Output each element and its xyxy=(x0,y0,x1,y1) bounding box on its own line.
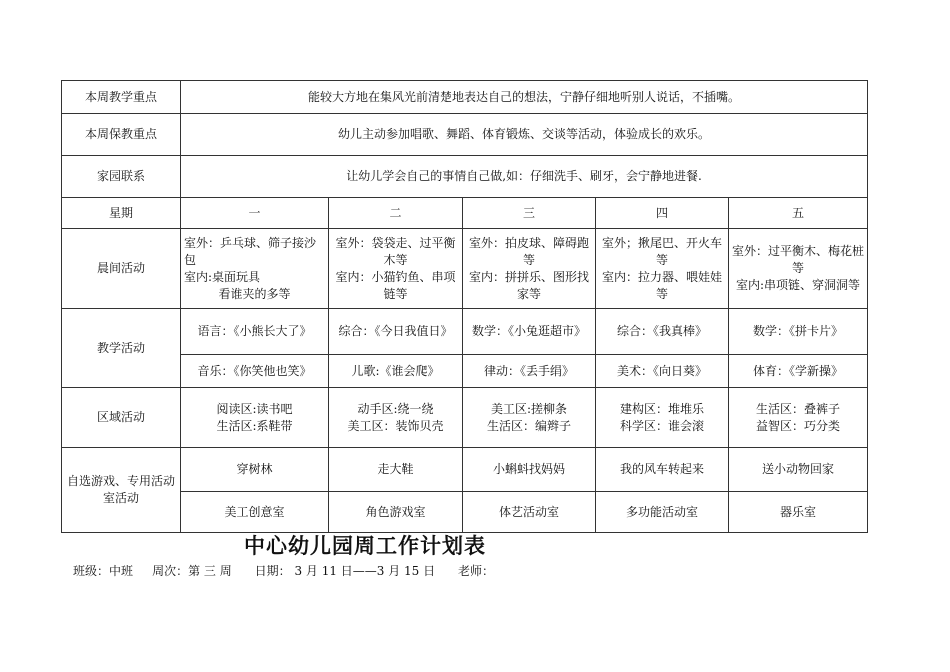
teaching-tue-1: 综合：《今日我值日》 xyxy=(329,309,463,355)
care-label: 本周保教重点 xyxy=(62,114,181,156)
area-mon xyxy=(181,388,329,448)
free-game-fri: 送小动物回家 xyxy=(729,448,868,492)
area-mon-2: 生活区:系鞋带 xyxy=(216,418,293,433)
free-game-tue: 走大鞋 xyxy=(329,448,463,492)
teaching-wed-2: 律动：《丢手绢》 xyxy=(463,355,596,388)
morning-fri xyxy=(729,229,868,309)
focus-text: 能较大方地在集风光前清楚地表达自己的想法，宁静仔细地听别人说话，不插嘴。 xyxy=(181,81,868,114)
area-thu-1: 建构区：堆堆乐 xyxy=(619,401,704,416)
area-mon-1: 阅读区:读书吧 xyxy=(216,401,293,416)
free-row-rooms xyxy=(62,492,868,533)
free-row-games xyxy=(62,448,868,492)
morning-thu-indoor: 室内：拉力器、喂娃娃等 xyxy=(601,269,722,301)
week-info: 周次：第 三 周 xyxy=(152,564,232,578)
area-thu xyxy=(596,388,729,448)
date-info: 日期： 3 月 11 日——3 月 15 日 xyxy=(254,564,436,578)
focus-label: 本周教学重点 xyxy=(62,81,181,114)
morning-tue xyxy=(329,229,463,309)
morning-wed-indoor: 室内：拼拼乐、图形找家等 xyxy=(468,269,589,301)
home-row xyxy=(62,156,868,198)
morning-mon xyxy=(181,229,329,309)
free-game-mon: 穿树林 xyxy=(181,448,329,492)
teaching-wed-1: 数学：《小兔逛超市》 xyxy=(463,309,596,355)
morning-mon-extra: 看谁夹的多等 xyxy=(218,286,291,301)
free-label: 自选游戏、专用活动室活动 xyxy=(62,448,181,533)
area-row xyxy=(62,388,868,448)
teaching-row-2 xyxy=(62,355,868,388)
free-room-mon: 美工创意室 xyxy=(181,492,329,533)
focus-row xyxy=(62,81,868,114)
weekday-fri: 五 xyxy=(729,198,868,229)
weekday-row xyxy=(62,198,868,229)
free-game-thu: 我的风车转起来 xyxy=(596,448,729,492)
teaching-label: 教学活动 xyxy=(62,309,181,388)
morning-label: 晨间活动 xyxy=(62,229,181,309)
morning-tue-indoor: 室内：小猫钓鱼、串项链等 xyxy=(335,269,456,301)
weekday-mon: 一 xyxy=(181,198,329,229)
care-row xyxy=(62,114,868,156)
area-label: 区域活动 xyxy=(62,388,181,448)
morning-mon-indoor: 室内:桌面玩具 xyxy=(184,269,261,284)
home-text: 让幼儿学会自己的事情自己做,如：仔细洗手、刷牙，会宁静地进餐. xyxy=(181,156,868,198)
area-tue-1: 动手区:绕一绕 xyxy=(357,401,434,416)
weekly-plan-table xyxy=(61,80,868,533)
teaching-thu-2: 美术：《向日葵》 xyxy=(596,355,729,388)
morning-thu-outdoor: 室外；揪尾巴、开火车等 xyxy=(601,235,722,267)
morning-tue-outdoor: 室外：袋袋走、过平衡木等 xyxy=(335,235,456,267)
free-room-tue: 角色游戏室 xyxy=(329,492,463,533)
morning-row xyxy=(62,229,868,309)
teaching-thu-1: 综合：《我真棒》 xyxy=(596,309,729,355)
weekday-wed: 三 xyxy=(463,198,596,229)
weekday-thu: 四 xyxy=(596,198,729,229)
teaching-mon-1: 语言：《小熊长大了》 xyxy=(181,309,329,355)
free-room-wed: 体艺活动室 xyxy=(463,492,596,533)
morning-fri-outdoor: 室外：过平衡木、梅花桩等 xyxy=(732,244,865,275)
area-fri-2: 益智区：巧分类 xyxy=(756,418,841,433)
teaching-fri-1: 数学：《拼卡片》 xyxy=(729,309,868,355)
class-info: 班级：中班 xyxy=(73,564,134,578)
area-tue-2: 美工区：装饰贝壳 xyxy=(347,418,444,433)
free-room-fri: 器乐室 xyxy=(729,492,868,533)
area-thu-2: 科学区：谁会滚 xyxy=(619,418,704,433)
free-game-wed: 小蝌蚪找妈妈 xyxy=(463,448,596,492)
weekday-tue: 二 xyxy=(329,198,463,229)
teaching-row-1 xyxy=(62,309,868,355)
morning-wed xyxy=(463,229,596,309)
teacher-info: 老师： xyxy=(458,564,495,578)
home-label: 家园联系 xyxy=(62,156,181,198)
area-fri-1: 生活区：叠裤子 xyxy=(756,401,841,416)
morning-mon-outdoor: 室外：乒乓球、筛子接沙包 xyxy=(184,235,317,267)
teaching-fri-2: 体育：《学新操》 xyxy=(729,355,868,388)
area-wed-2: 生活区：编辫子 xyxy=(486,418,571,433)
area-wed-1: 美工区:搓柳条 xyxy=(490,401,568,416)
free-room-thu: 多功能活动室 xyxy=(596,492,729,533)
morning-fri-indoor: 室内:串项链、穿洞洞等 xyxy=(735,278,861,292)
area-wed xyxy=(463,388,596,448)
area-fri xyxy=(729,388,868,448)
teaching-tue-2: 儿歌:《谁会爬》 xyxy=(329,355,463,388)
document-title: 中心幼儿园周工作计划表 xyxy=(244,534,486,558)
care-text: 幼儿主动参加唱歌、舞蹈、体育锻炼、交谈等活动，体验成长的欢乐。 xyxy=(181,114,868,156)
weekday-label: 星期 xyxy=(62,198,181,229)
morning-thu xyxy=(596,229,729,309)
teaching-mon-2: 音乐：《你笑他也笑》 xyxy=(181,355,329,388)
area-tue xyxy=(329,388,463,448)
morning-wed-outdoor: 室外：拍皮球、障碍跑等 xyxy=(468,235,589,267)
document-meta xyxy=(73,562,494,579)
